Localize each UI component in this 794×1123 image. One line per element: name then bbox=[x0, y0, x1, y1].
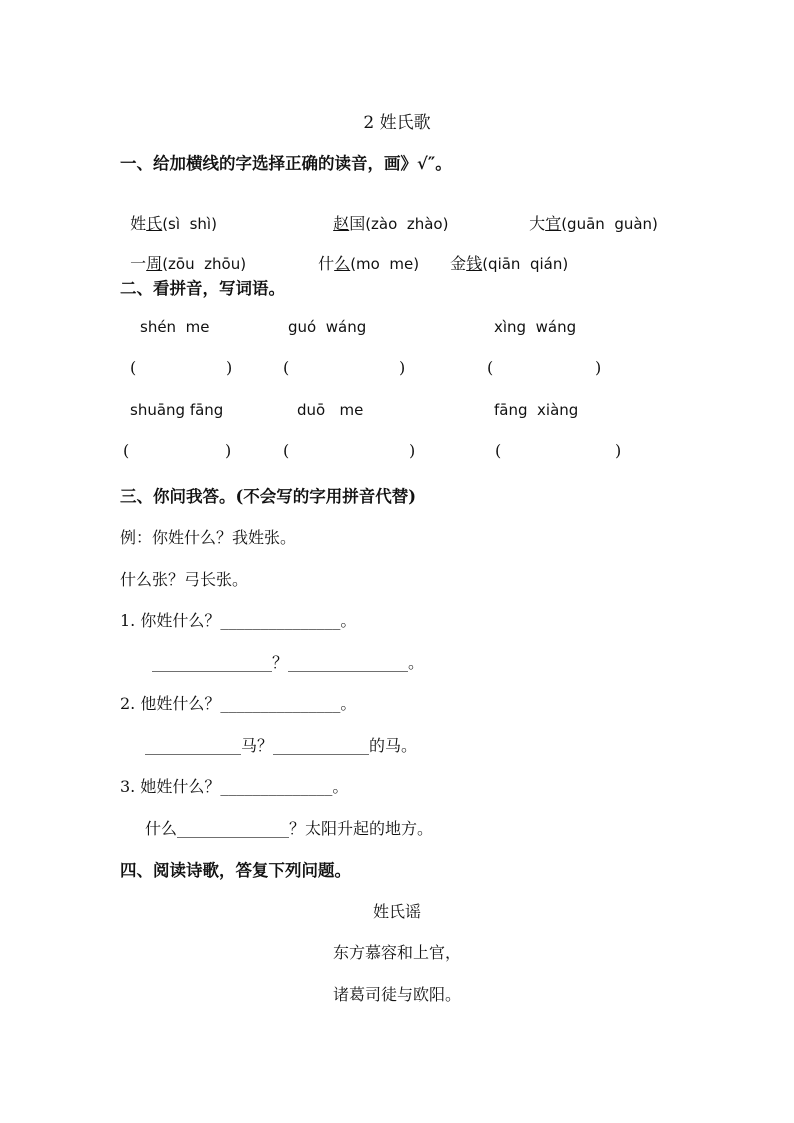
question-1[interactable]: 1. 你姓什么？_______________。 bbox=[120, 611, 357, 630]
poem-line: 诸葛司徒与欧阳。 bbox=[332, 985, 461, 1004]
answer-box-open[interactable]: ( bbox=[123, 441, 130, 460]
item-text: 什 bbox=[318, 254, 335, 273]
underlined-char: 么 bbox=[334, 254, 351, 273]
example-line: 例：你姓什么？我姓张。 bbox=[120, 528, 297, 547]
underlined-char: 钱 bbox=[466, 254, 483, 273]
answer-box-open[interactable]: ( bbox=[283, 441, 290, 460]
section1-heading: 一、给加横线的字选择正确的读音，画》√″。 bbox=[120, 154, 452, 173]
underlined-char: 官 bbox=[545, 214, 562, 233]
pinyin-options: (sì shì) bbox=[162, 215, 217, 233]
poem-line: 东方慕容和上官， bbox=[332, 943, 461, 962]
answer-box-open[interactable]: ( bbox=[495, 441, 502, 460]
pinyin-prompt: shuāng fāng bbox=[130, 401, 224, 419]
pinyin-prompt: fāng xiàng bbox=[494, 401, 579, 419]
answer-box-close[interactable]: ) bbox=[615, 441, 622, 460]
question-3-followup[interactable]: 什么______________？太阳升起的地方。 bbox=[145, 819, 434, 838]
example-line: 什么张？弓长张。 bbox=[120, 570, 249, 589]
answer-box-open[interactable]: ( bbox=[130, 358, 137, 377]
item-text: 一 bbox=[130, 254, 147, 273]
reading-item-zhaoguo bbox=[323, 192, 448, 234]
question-1-followup[interactable]: _______________？_______________。 bbox=[152, 653, 425, 672]
pinyin-options: (mo me) bbox=[350, 255, 420, 273]
item-text: 大 bbox=[529, 214, 546, 233]
answer-box-open[interactable]: ( bbox=[283, 358, 290, 377]
question-3[interactable]: 3. 她姓什么？______________。 bbox=[120, 777, 349, 796]
question-2-followup[interactable]: ____________马？____________的马。 bbox=[145, 736, 418, 755]
pinyin-prompt: xìng wáng bbox=[494, 318, 577, 336]
section2-heading: 二、看拼音，写词语。 bbox=[120, 279, 285, 298]
answer-box-close[interactable]: ) bbox=[226, 358, 233, 377]
underlined-char: 赵 bbox=[333, 214, 350, 233]
pinyin-prompt: duō me bbox=[297, 401, 364, 419]
answer-box-close[interactable]: ) bbox=[409, 441, 416, 460]
pinyin-prompt: shén me bbox=[140, 318, 210, 336]
answer-box-close[interactable]: ) bbox=[399, 358, 406, 377]
reading-item-xingshi bbox=[120, 192, 217, 234]
reading-item-daguan bbox=[519, 192, 658, 234]
reading-item-yizhou bbox=[120, 232, 246, 274]
pinyin-options: (zào zhào) bbox=[365, 215, 449, 233]
answer-box-close[interactable]: ) bbox=[225, 441, 232, 460]
page-title: 2 姓氏歌 bbox=[363, 113, 431, 133]
pinyin-prompt: guó wáng bbox=[288, 318, 367, 336]
pinyin-options: (guān guàn) bbox=[561, 215, 658, 233]
item-text: 国 bbox=[349, 214, 366, 233]
reading-item-jinqian bbox=[440, 232, 568, 274]
underlined-char: 氏 bbox=[146, 214, 163, 233]
pinyin-options: (qiān qián) bbox=[482, 255, 569, 273]
question-2[interactable]: 2. 他姓什么？_______________。 bbox=[120, 694, 357, 713]
item-text: 姓 bbox=[130, 214, 147, 233]
section3-heading: 三、你问我答。(不会写的字用拼音代替) bbox=[120, 487, 417, 506]
pinyin-options: (zōu zhōu) bbox=[162, 255, 247, 273]
answer-box-close[interactable]: ) bbox=[595, 358, 602, 377]
section4-heading: 四、阅读诗歌，答复下列问题。 bbox=[120, 861, 351, 880]
reading-item-shenme bbox=[308, 232, 419, 274]
answer-box-open[interactable]: ( bbox=[487, 358, 494, 377]
underlined-char: 周 bbox=[146, 254, 163, 273]
item-text: 金 bbox=[450, 254, 467, 273]
poem-title: 姓氏谣 bbox=[372, 902, 421, 921]
